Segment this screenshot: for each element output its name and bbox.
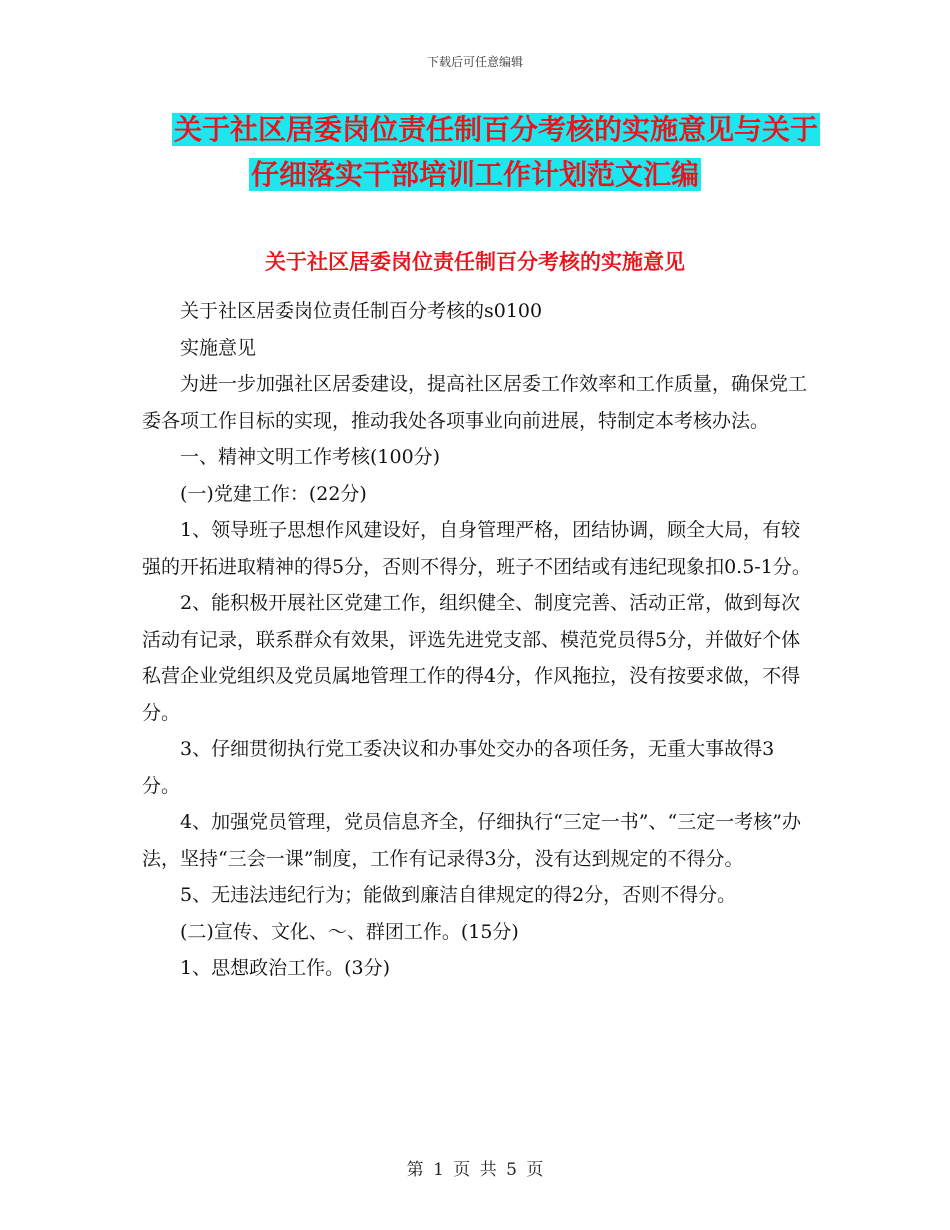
paragraph-10: 5、无违法违纪行为；能做到廉洁自律规定的得2分，否则不得分。 — [180, 884, 737, 906]
paragraph-7: 2、能积极开展社区党建工作，组织健全、制度完善、活动正常，做到每次活动有记录，联系群众有效果，评选先进党支部、模范党员得5分，并做好个体私营企业党组织及党员属地管理工作的得4分，作风拖拉，没有按要求做，不得分。 — [142, 592, 801, 724]
paragraph-12: 1、思想政治工作。(3分) — [180, 957, 391, 979]
page-footer: 第 1 页 共 5 页 — [406, 1160, 544, 1180]
header-note: 下载后可任意编辑 — [426, 55, 523, 69]
paragraph-11: (二)宣传、文化、～、群团工作。(15分) — [180, 920, 519, 943]
document-subtitle: 关于社区居委岗位责任制百分考核的实施意见 — [265, 249, 685, 274]
paragraph-8: 3、仔细贯彻执行党工委决议和办事处交办的各项任务，无重大事故得3分。 — [142, 738, 775, 797]
document-title-line1 — [0, 112, 950, 148]
paragraph-9: 4、加强党员管理，党员信息齐全，仔细执行“三定一书”、“三定一考核”办法，坚持“三会一课”制度，工作有记录得3分，没有达到规定的不得分。 — [142, 811, 801, 870]
paragraph-2: 实施意见 — [180, 336, 257, 359]
document-title-line1-text: 关于社区居委岗位责任制百分考核的实施意见与关于 — [173, 113, 818, 146]
document-title-line2-text: 仔细落实干部培训工作计划范文汇编 — [250, 158, 699, 191]
paragraph-1: 关于社区居委岗位责任制百分考核的s0100 — [180, 300, 543, 322]
paragraph-5: (一)党建工作：(22分) — [180, 482, 367, 505]
document-body — [142, 293, 812, 987]
paragraph-3: 为进一步加强社区居委建设，提高社区居委工作效率和工作质量，确保党工委各项工作目标的实现，推动我处各项事业向前进展，特制定本考核办法。 — [142, 373, 808, 432]
paragraph-6: 1、领导班子思想作风建设好，自身管理严格，团结协调，顾全大局，有较强的开拓进取精神的得5分，否则不得分，班子不团结或有违纪现象扣0.5-1分。 — [142, 519, 811, 578]
paragraph-4: 一、精神文明工作考核(100分) — [180, 446, 441, 468]
document-title-line2 — [0, 157, 950, 193]
